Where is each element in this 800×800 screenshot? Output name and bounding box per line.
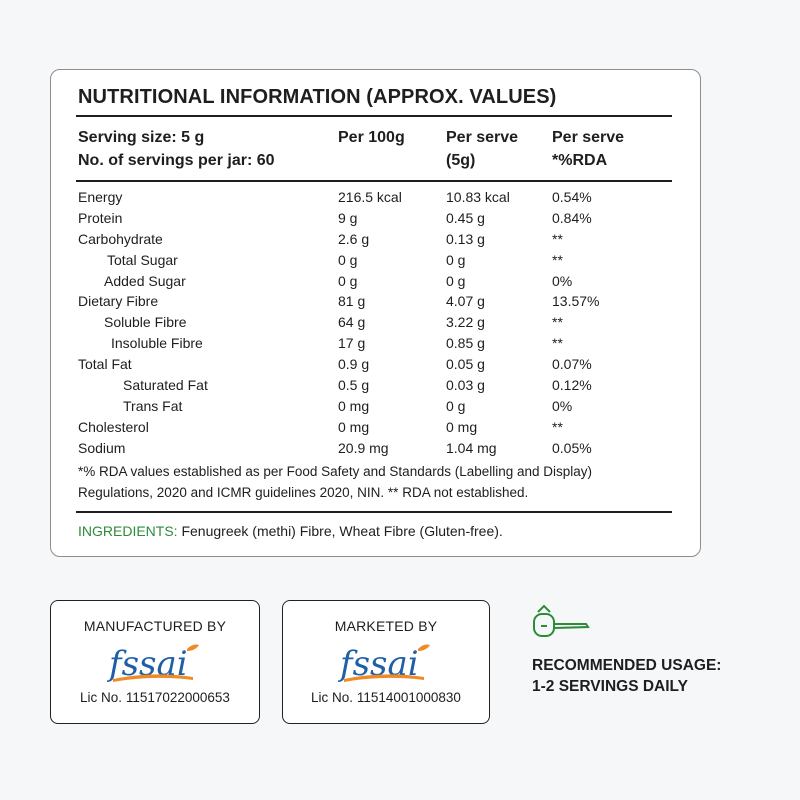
table-row [51, 375, 700, 396]
fssai-logo-icon [107, 641, 203, 687]
per-100g-value: 0 mg [338, 418, 370, 435]
table-row [51, 438, 700, 459]
nutrient-name: Dietary Fibre [78, 293, 159, 310]
serving-size: Serving size: 5 g [78, 129, 205, 146]
marketer-license: Lic No. 11514001000830 [311, 690, 461, 705]
fssai-logo-icon [338, 641, 434, 687]
manufacturer-caption: MANUFACTURED BY [83, 618, 227, 634]
header-rda-unit: *%RDA [552, 152, 608, 169]
rda-value: 0.07% [552, 356, 592, 373]
nutrient-name: Protein [78, 209, 123, 226]
per-serve-value: 0 mg [446, 418, 478, 435]
usage-servings: 1-2 SERVINGS DAILY [532, 678, 688, 695]
rda-value: ** [552, 418, 563, 435]
nutrient-name: Energy [78, 189, 123, 205]
header-rda [552, 126, 624, 172]
per-100g-value: 81 g [338, 293, 366, 310]
per-serve-value: 0.45 g [446, 209, 485, 226]
rda-value: ** [552, 314, 563, 331]
per-100g-value: 64 g [338, 314, 366, 331]
per-100g-value: 0 g [338, 272, 358, 289]
measuring-scoop-icon [530, 604, 590, 640]
marketer-caption: MARKETED BY [334, 618, 438, 634]
nutrient-table [51, 187, 700, 459]
per-100g-value: 0 mg [338, 397, 370, 414]
nutrient-name: Carbohydrate [78, 230, 163, 247]
per-100g-value: 216.5 kcal [338, 189, 402, 205]
per-100g-value: 17 g [338, 335, 366, 352]
per-serve-value: 4.07 g [446, 293, 485, 310]
nutrient-name: Total Sugar [107, 251, 178, 268]
divider-ingredients [76, 511, 672, 513]
ingredients-text: Fenugreek (methi) Fibre, Wheat Fibre (Gluten-free). [177, 523, 503, 539]
rda-value: ** [552, 251, 563, 268]
per-serve-value: 0.05 g [446, 356, 485, 373]
ingredients-label: INGREDIENTS: [78, 523, 178, 539]
rda-value: 13.57% [552, 293, 600, 310]
per-100g-value: 20.9 mg [338, 439, 389, 456]
table-row [51, 396, 700, 417]
per-serve-value: 10.83 kcal [446, 189, 510, 205]
header-per-serve [446, 126, 518, 172]
per-serve-value: 0 g [446, 251, 466, 268]
per-100g-value: 0.5 g [338, 377, 370, 394]
ingredients [78, 521, 503, 541]
divider-top [76, 115, 672, 117]
table-row [51, 271, 700, 292]
per-serve-value: 0 g [446, 397, 466, 414]
table-row [51, 208, 700, 229]
table-row [51, 417, 700, 438]
rda-footnote [78, 461, 678, 503]
table-row [51, 229, 700, 250]
per-serve-value: 0 g [446, 272, 466, 289]
manufacturer-box [50, 600, 260, 724]
table-row [51, 291, 700, 312]
header-per-serve-label: Per serve [446, 129, 519, 146]
recommended-usage [532, 655, 721, 697]
marketer-box [282, 600, 490, 724]
nutrient-name: Soluble Fibre [104, 314, 187, 331]
rda-value: 0.12% [552, 377, 592, 394]
per-100g-value: 9 g [338, 209, 358, 226]
header-serving [78, 126, 275, 172]
table-row [51, 312, 700, 333]
footnote-line-1: *% RDA values established as per Food Safety and Standards (Labelling and Display) [78, 464, 593, 479]
footnote-line-2: Regulations, 2020 and ICMR guidelines 2020, NIN. ** RDA not established. [78, 485, 529, 500]
table-row [51, 250, 700, 271]
nutrient-name: Insoluble Fibre [111, 335, 203, 352]
nutrition-panel [50, 69, 701, 557]
table-row [51, 354, 700, 375]
per-serve-value: 1.04 mg [446, 439, 497, 456]
usage-heading: RECOMMENDED USAGE: [532, 657, 722, 674]
nutrient-name: Cholesterol [78, 418, 149, 435]
nutrient-name: Saturated Fat [123, 377, 208, 394]
per-serve-value: 0.85 g [446, 335, 485, 352]
rda-value: 0.84% [552, 209, 592, 226]
rda-value: ** [552, 335, 563, 352]
fssai-logo-text: fssai [109, 644, 188, 684]
nutrition-title: NUTRITIONAL INFORMATION (APPROX. VALUES) [78, 86, 557, 108]
divider-header [76, 180, 672, 182]
fssai-logo-text: fssai [340, 644, 419, 684]
nutrient-name: Total Fat [78, 356, 132, 373]
rda-value: 0% [552, 397, 573, 414]
servings-per-jar: No. of servings per jar: 60 [78, 152, 275, 169]
header-per-serve-unit: (5g) [446, 152, 476, 169]
per-serve-value: 3.22 g [446, 314, 485, 331]
per-100g-value: 2.6 g [338, 230, 370, 247]
rda-value: 0.05% [552, 439, 592, 456]
table-row [51, 333, 700, 354]
manufacturer-license: Lic No. 11517022000653 [80, 690, 230, 705]
per-serve-value: 0.13 g [446, 230, 485, 247]
per-100g-value: 0 g [338, 251, 358, 268]
per-serve-value: 0.03 g [446, 377, 485, 394]
nutrient-name: Trans Fat [123, 397, 183, 414]
header-rda-label: Per serve [552, 129, 625, 146]
rda-value: ** [552, 230, 563, 247]
rda-value: 0.54% [552, 189, 592, 205]
header-per-100g-label: Per 100g [338, 129, 405, 146]
table-row [51, 187, 700, 208]
nutrient-name: Sodium [78, 439, 126, 456]
nutrient-name: Added Sugar [104, 272, 186, 289]
per-100g-value: 0.9 g [338, 356, 370, 373]
rda-value: 0% [552, 272, 573, 289]
header-per-100g [338, 126, 405, 149]
